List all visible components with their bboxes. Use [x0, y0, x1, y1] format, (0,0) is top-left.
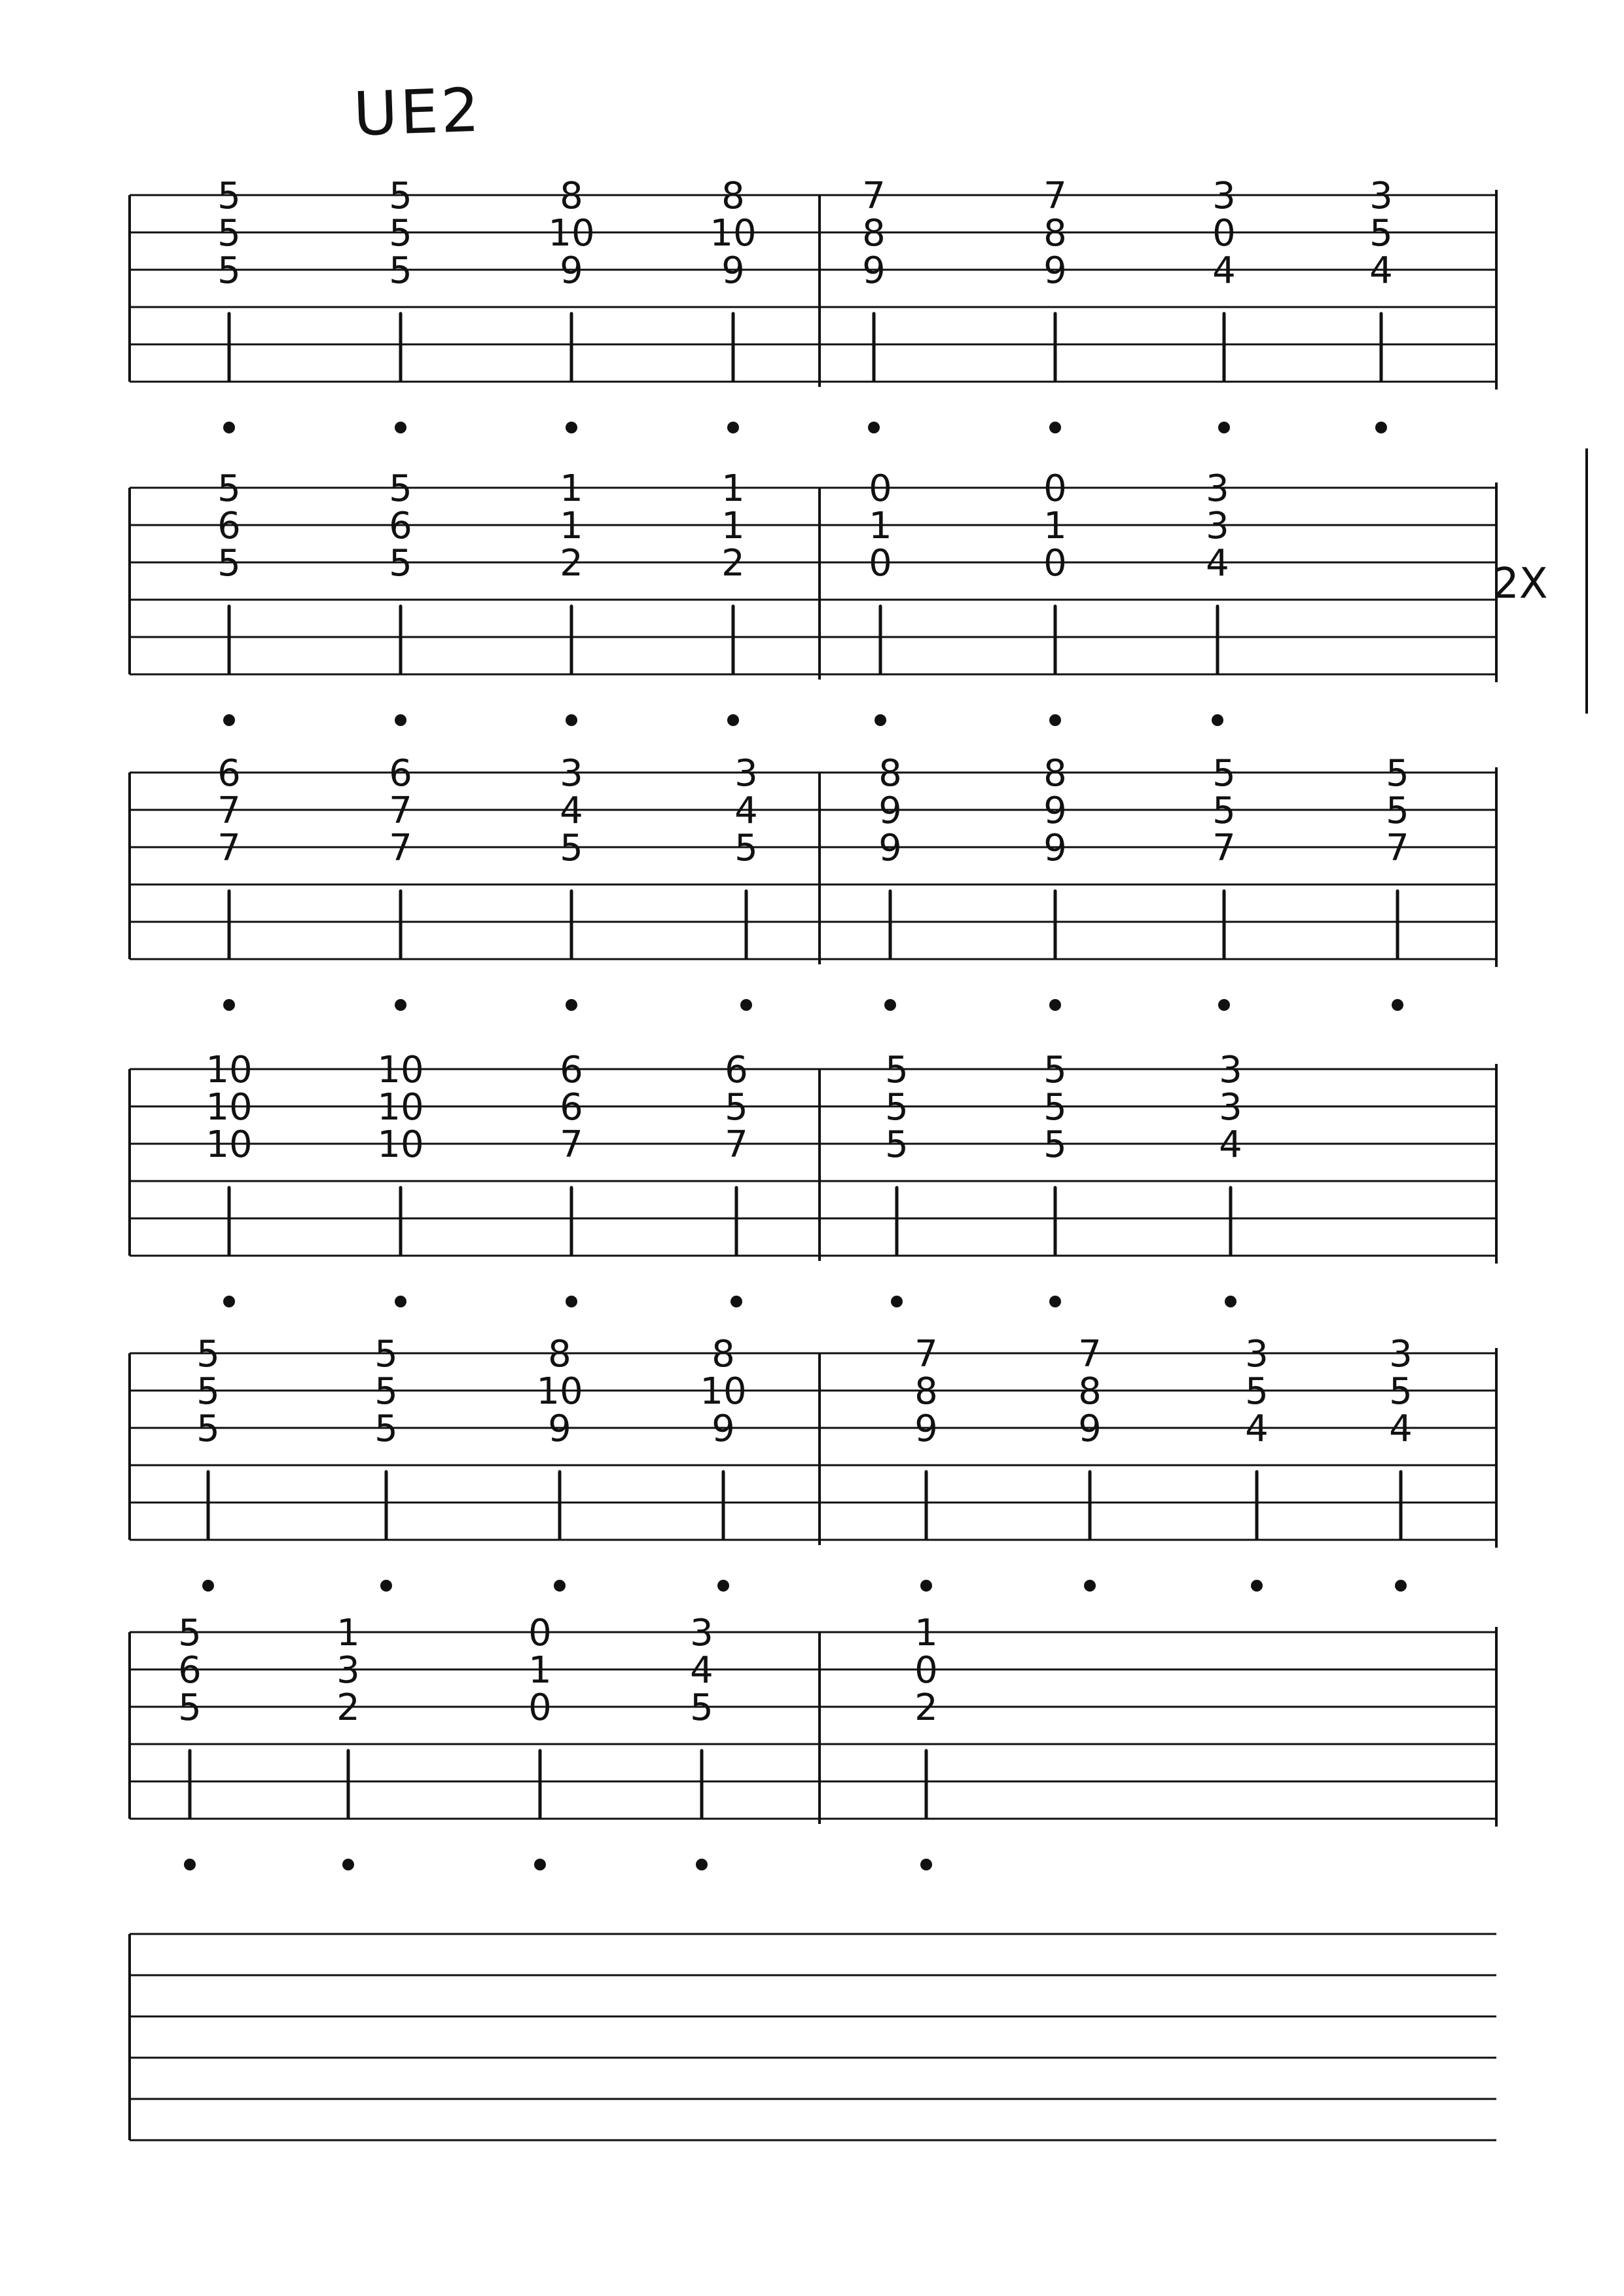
rhythm-dot	[554, 1580, 566, 1592]
fret-number: 4	[1212, 249, 1236, 292]
rhythm-dot	[1375, 422, 1387, 433]
fret-number: 7	[1043, 175, 1067, 217]
fret-number: 1	[1043, 505, 1067, 547]
rhythm-dot	[380, 1580, 392, 1592]
fret-number: 1	[869, 505, 892, 547]
rhythm-dot	[884, 999, 896, 1011]
fret-number: 3	[734, 752, 758, 795]
fret-number: 2	[914, 1686, 938, 1729]
fret-number: 5	[1386, 790, 1409, 832]
fret-number: 7	[389, 827, 412, 869]
fret-number: 7	[217, 827, 241, 869]
fret-number: 9	[1078, 1408, 1102, 1450]
fret-number: 8	[914, 1370, 938, 1413]
fret-number: 10	[206, 1049, 253, 1091]
fret-number: 5	[1245, 1370, 1269, 1413]
fret-number: 3	[1245, 1333, 1269, 1376]
rhythm-dot	[223, 999, 235, 1011]
fret-number: 0	[869, 542, 892, 585]
fret-number: 5	[1369, 212, 1393, 255]
fret-number: 4	[1206, 542, 1229, 585]
fret-number: 8	[878, 752, 902, 795]
fret-number: 10	[206, 1086, 253, 1129]
fret-number: 5	[885, 1049, 909, 1091]
fret-number: 9	[548, 1408, 571, 1450]
fret-number: 10	[206, 1123, 253, 1166]
rhythm-dot	[1395, 1580, 1407, 1592]
fret-number: 3	[1206, 505, 1229, 547]
fret-number: 6	[178, 1649, 202, 1692]
fret-number: 8	[1043, 752, 1067, 795]
rhythm-dot	[891, 1296, 903, 1307]
fret-number: 5	[389, 175, 412, 217]
fret-number: 6	[217, 752, 241, 795]
fret-number: 8	[1078, 1370, 1102, 1413]
rhythm-dot	[202, 1580, 214, 1592]
fret-number: 4	[560, 790, 583, 832]
fret-number: 6	[725, 1049, 748, 1091]
fret-number: 5	[217, 175, 241, 217]
rhythm-dot	[1049, 422, 1061, 433]
fret-number: 5	[389, 542, 412, 585]
fret-number: 6	[389, 505, 412, 547]
fret-number: 5	[217, 249, 241, 292]
fret-number: 5	[1212, 790, 1236, 832]
rhythm-dot	[223, 714, 235, 726]
fret-number: 5	[885, 1123, 909, 1166]
fret-number: 10	[700, 1370, 747, 1413]
rhythm-dot	[696, 1859, 708, 1870]
fret-number: 0	[528, 1686, 552, 1729]
fret-number: 5	[1386, 752, 1409, 795]
fret-number: 9	[1043, 790, 1067, 832]
repeat-label: 2X	[1492, 560, 1548, 608]
fret-number: 7	[1078, 1333, 1102, 1376]
rhythm-dot	[395, 999, 406, 1011]
rhythm-dot	[1049, 999, 1061, 1011]
fret-number: 5	[885, 1086, 909, 1129]
fret-number: 6	[217, 505, 241, 547]
rhythm-dot	[731, 1296, 742, 1307]
fret-number: 8	[712, 1333, 735, 1376]
fret-number: 5	[734, 827, 758, 869]
fret-number: 4	[1389, 1408, 1413, 1450]
rhythm-dot	[566, 1296, 577, 1307]
fret-number: 7	[914, 1333, 938, 1376]
rhythm-dot	[534, 1859, 546, 1870]
rhythm-dot	[342, 1859, 354, 1870]
fret-number: 5	[178, 1612, 202, 1654]
rhythm-dot	[1251, 1580, 1263, 1592]
fret-number: 1	[560, 505, 583, 547]
fret-number: 0	[528, 1612, 552, 1654]
rhythm-dot	[868, 422, 880, 433]
fret-number: 4	[1245, 1408, 1269, 1450]
rhythm-dot	[875, 714, 886, 726]
rhythm-dot	[1049, 714, 1061, 726]
fret-number: 2	[336, 1686, 360, 1729]
fret-number: 5	[725, 1086, 748, 1129]
fret-number: 5	[389, 249, 412, 292]
fret-number: 5	[196, 1333, 220, 1376]
fret-number: 2	[560, 542, 583, 585]
rhythm-dot	[727, 422, 739, 433]
fret-number: 0	[1043, 467, 1067, 510]
rhythm-dot	[1212, 714, 1223, 726]
fret-number: 5	[196, 1370, 220, 1413]
fret-number: 5	[374, 1408, 398, 1450]
fret-number: 5	[1389, 1370, 1413, 1413]
fret-number: 5	[1043, 1086, 1067, 1129]
fret-number: 3	[560, 752, 583, 795]
fret-number: 6	[560, 1049, 583, 1091]
rhythm-dot	[717, 1580, 729, 1592]
fret-number: 5	[196, 1408, 220, 1450]
fret-number: 5	[690, 1686, 713, 1729]
rhythm-dot	[727, 714, 739, 726]
fret-number: 1	[528, 1649, 552, 1692]
fret-number: 8	[862, 212, 886, 255]
fret-number: 0	[1212, 212, 1236, 255]
fret-number: 9	[1043, 249, 1067, 292]
rhythm-dot	[1392, 999, 1403, 1011]
fret-number: 4	[734, 790, 758, 832]
rhythm-dot	[920, 1580, 932, 1592]
fret-number: 8	[721, 175, 745, 217]
fret-number: 10	[536, 1370, 583, 1413]
fret-number: 10	[548, 212, 595, 255]
fret-number: 5	[560, 827, 583, 869]
fret-number: 8	[560, 175, 583, 217]
fret-number: 3	[1206, 467, 1229, 510]
rhythm-dot	[1084, 1580, 1096, 1592]
fret-number: 3	[690, 1612, 713, 1654]
fret-number: 8	[548, 1333, 571, 1376]
fret-number: 3	[1389, 1333, 1413, 1376]
fret-number: 4	[1219, 1123, 1242, 1166]
rhythm-dot	[395, 1296, 406, 1307]
fret-number: 4	[1369, 249, 1393, 292]
fret-number: 9	[914, 1408, 938, 1450]
rhythm-dot	[566, 422, 577, 433]
fret-number: 5	[217, 542, 241, 585]
rhythm-dot	[395, 714, 406, 726]
rhythm-dot	[1225, 1296, 1236, 1307]
fret-number: 9	[712, 1408, 735, 1450]
fret-number: 7	[1386, 827, 1409, 869]
fret-number: 8	[1043, 212, 1067, 255]
fret-number: 2	[721, 542, 745, 585]
rhythm-dot	[920, 1859, 932, 1870]
fret-number: 7	[217, 790, 241, 832]
fret-number: 9	[862, 249, 886, 292]
page-title: UE2	[352, 75, 483, 150]
fret-number: 3	[1219, 1049, 1242, 1091]
fret-number: 7	[862, 175, 886, 217]
fret-number: 3	[1219, 1086, 1242, 1129]
fret-number: 1	[560, 467, 583, 510]
fret-number: 5	[217, 212, 241, 255]
fret-number: 5	[1212, 752, 1236, 795]
rhythm-dot	[223, 422, 235, 433]
fret-number: 0	[869, 467, 892, 510]
fret-number: 1	[336, 1612, 360, 1654]
fret-number: 7	[560, 1123, 583, 1166]
fret-number: 10	[377, 1049, 424, 1091]
fret-number: 5	[217, 467, 241, 510]
fret-number: 1	[721, 467, 745, 510]
fret-number: 9	[721, 249, 745, 292]
fret-number: 6	[560, 1086, 583, 1129]
fret-number: 0	[914, 1649, 938, 1692]
fret-number: 7	[389, 790, 412, 832]
fret-number: 5	[374, 1333, 398, 1376]
fret-number: 5	[374, 1370, 398, 1413]
fret-number: 5	[389, 467, 412, 510]
rhythm-dot	[566, 714, 577, 726]
fret-number: 7	[1212, 827, 1236, 869]
fret-number: 3	[336, 1649, 360, 1692]
rhythm-dot	[184, 1859, 196, 1870]
fret-number: 1	[914, 1612, 938, 1654]
fret-number: 5	[1043, 1049, 1067, 1091]
rhythm-dot	[740, 999, 752, 1011]
fret-number: 0	[1043, 542, 1067, 585]
fret-number: 10	[377, 1123, 424, 1166]
fret-number: 9	[560, 249, 583, 292]
fret-number: 9	[878, 790, 902, 832]
rhythm-dot	[1218, 999, 1230, 1011]
fret-number: 9	[878, 827, 902, 869]
fret-number: 5	[1043, 1123, 1067, 1166]
fret-number: 10	[710, 212, 757, 255]
rhythm-dot	[1049, 1296, 1061, 1307]
fret-number: 10	[377, 1086, 424, 1129]
rhythm-dot	[1218, 422, 1230, 433]
fret-number: 6	[389, 752, 412, 795]
fret-number: 7	[725, 1123, 748, 1166]
fret-number: 9	[1043, 827, 1067, 869]
fret-number: 1	[721, 505, 745, 547]
fret-number: 3	[1369, 175, 1393, 217]
fret-number: 5	[389, 212, 412, 255]
fret-number: 4	[690, 1649, 713, 1692]
fret-number: 3	[1212, 175, 1236, 217]
fret-number: 5	[178, 1686, 202, 1729]
rhythm-dot	[395, 422, 406, 433]
rhythm-dot	[566, 999, 577, 1011]
rhythm-dot	[223, 1296, 235, 1307]
